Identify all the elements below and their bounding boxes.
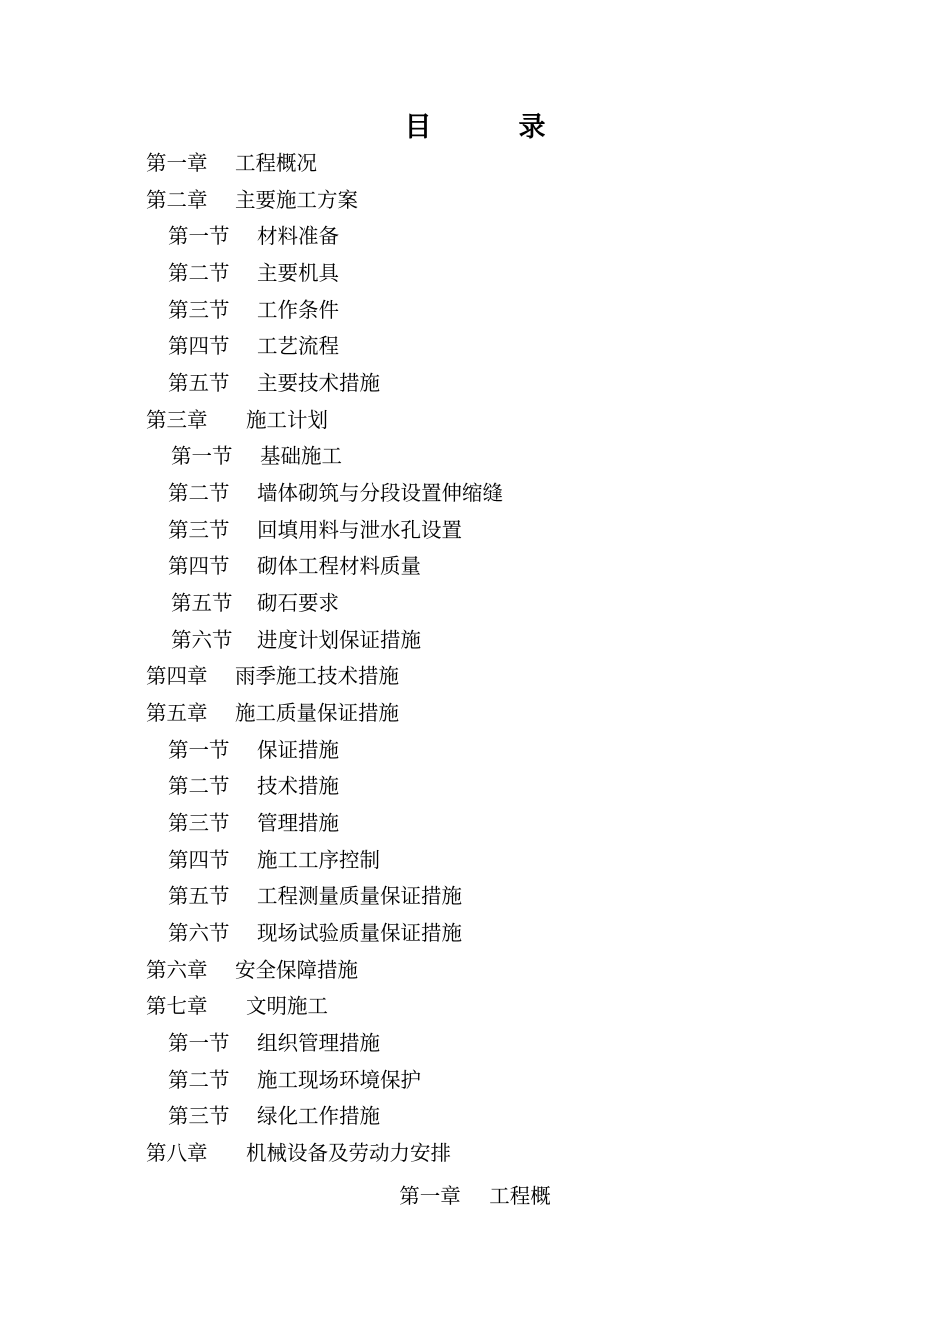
- chapter-heading: [0, 1181, 950, 1211]
- toc-entry-number: 第一章: [146, 151, 208, 175]
- toc-entry-number: 第一节: [171, 444, 233, 468]
- toc-entry-number: 第四节: [168, 334, 230, 358]
- toc-entry-section: [168, 1101, 380, 1131]
- toc-entry-section: [168, 808, 339, 838]
- toc-entry-number: 第四节: [168, 554, 230, 578]
- toc-entry-section: [168, 771, 339, 801]
- toc-entry-section: [168, 368, 380, 398]
- toc-entry-section: [171, 441, 342, 471]
- toc-entry-number: 第四节: [168, 848, 230, 872]
- toc-entry-section: [168, 478, 503, 508]
- toc-entry-title: 绿化工作措施: [257, 1104, 380, 1128]
- toc-entry-title: 砌石要求: [257, 591, 339, 615]
- toc-entry-section: [168, 221, 339, 251]
- toc-entry-section: [168, 1028, 380, 1058]
- toc-entry-number: 第二节: [168, 261, 230, 285]
- toc-entry-section: [168, 551, 421, 581]
- toc-entry-chapter-4: [146, 661, 399, 691]
- toc-entry-number: 第五节: [168, 371, 230, 395]
- toc-entry-number: 第一节: [168, 224, 230, 248]
- toc-entry-title: 主要技术措施: [257, 371, 380, 395]
- toc-entry-title: 回填用料与泄水孔设置: [257, 518, 462, 542]
- toc-entry-number: 第三节: [168, 811, 230, 835]
- toc-entry-section: [168, 295, 339, 325]
- toc-entry-chapter-1: [146, 148, 317, 178]
- toc-entry-chapter-2: [146, 185, 358, 215]
- toc-entry-number: 第七章: [146, 994, 208, 1018]
- toc-entry-title: 组织管理措施: [257, 1031, 380, 1055]
- toc-entry-title: 机械设备及劳动力安排: [246, 1141, 451, 1165]
- toc-entry-title: 工程概况: [235, 151, 317, 175]
- toc-entry-title: 保证措施: [257, 738, 339, 762]
- toc-entry-title: 工作条件: [257, 298, 339, 322]
- toc-entry-title: 安全保障措施: [235, 958, 358, 982]
- toc-entry-title: 施工工序控制: [257, 848, 380, 872]
- toc-entry-number: 第六章: [146, 958, 208, 982]
- toc-entry-title: 雨季施工技术措施: [235, 664, 399, 688]
- toc-entry-title: 施工现场环境保护: [257, 1068, 421, 1092]
- toc-entry-title: 施工质量保证措施: [235, 701, 399, 725]
- toc-entry-title: 材料准备: [257, 224, 339, 248]
- toc-entry-title: 技术措施: [257, 774, 339, 798]
- toc-entry-section: [171, 625, 421, 655]
- toc-entry-title: 基础施工: [260, 444, 342, 468]
- toc-entry-number: 第一节: [168, 1031, 230, 1055]
- chapter-heading-title: 工程概: [489, 1184, 551, 1208]
- toc-entry-number: 第二节: [168, 774, 230, 798]
- toc-entry-number: 第六节: [168, 921, 230, 945]
- toc-entry-number: 第二节: [168, 481, 230, 505]
- toc-entry-chapter-6: [146, 955, 358, 985]
- toc-entry-title: 工艺流程: [257, 334, 339, 358]
- toc-entry-title: 进度计划保证措施: [257, 628, 421, 652]
- toc-entry-section: [168, 1065, 421, 1095]
- toc-entry-number: 第三节: [168, 1104, 230, 1128]
- toc-entry-number: 第二节: [168, 1068, 230, 1092]
- toc-entry-section: [168, 258, 339, 288]
- toc-entry-number: 第五章: [146, 701, 208, 725]
- toc-entry-number: 第四章: [146, 664, 208, 688]
- chapter-heading-number: 第一章: [399, 1184, 461, 1208]
- toc-entry-chapter-7: [146, 991, 328, 1021]
- toc-entry-chapter-3: [146, 405, 328, 435]
- toc-entry-number: 第三章: [146, 408, 208, 432]
- toc-entry-title: 现场试验质量保证措施: [257, 921, 462, 945]
- toc-entry-section: [168, 918, 462, 948]
- toc-entry-section: [168, 331, 339, 361]
- toc-entry-title: 文明施工: [246, 994, 328, 1018]
- toc-entry-number: 第五节: [171, 591, 233, 615]
- toc-entry-title: 主要施工方案: [235, 188, 358, 212]
- toc-entry-title: 施工计划: [246, 408, 328, 432]
- toc-entry-section: [168, 735, 339, 765]
- toc-entry-chapter-8: [146, 1138, 451, 1168]
- toc-entry-number: 第三节: [168, 298, 230, 322]
- toc-entry-number: 第一节: [168, 738, 230, 762]
- toc-entry-section: [168, 845, 380, 875]
- toc-entry-title: 砌体工程材料质量: [257, 554, 421, 578]
- toc-entry-title: 工程测量质量保证措施: [257, 884, 462, 908]
- toc-entry-number: 第八章: [146, 1141, 208, 1165]
- toc-entry-title: 墙体砌筑与分段设置伸缩缝: [257, 481, 503, 505]
- toc-entry-section: [168, 515, 462, 545]
- toc-entry-number: 第三节: [168, 518, 230, 542]
- toc-entry-number: 第五节: [168, 884, 230, 908]
- toc-entry-title: 主要机具: [257, 261, 339, 285]
- toc-entry-title: 管理措施: [257, 811, 339, 835]
- toc-title: 目 录: [404, 112, 576, 143]
- toc-entry-number: 第六节: [171, 628, 233, 652]
- toc-entry-section: [168, 881, 462, 911]
- toc-entry-section: [171, 588, 339, 618]
- toc-entry-number: 第二章: [146, 188, 208, 212]
- toc-entry-chapter-5: [146, 698, 399, 728]
